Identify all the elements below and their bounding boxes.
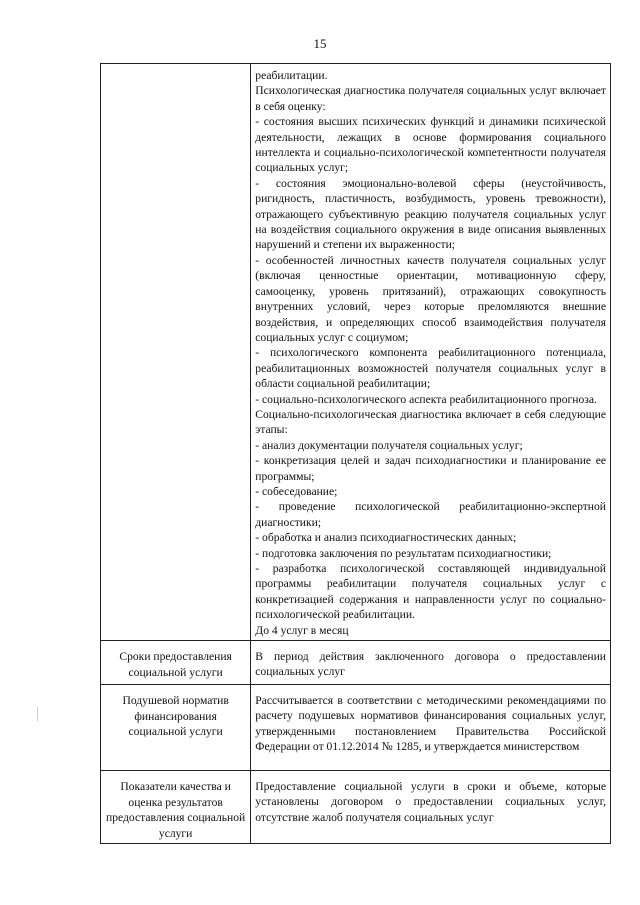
paragraph: - конкретизация целей и задач психодиагностики и планирование ее программы; (255, 454, 606, 483)
paragraph: Психологическая диагностика получателя социальных услуг включает в себя оценку: (255, 84, 606, 113)
row-content-funding (251, 685, 611, 771)
paragraph: - особенностей личностных качеств получателя социальных услуг (включая ценностные ориентации, мотивационную сферу, самооценку, уровень притязаний), отражающих совокупность внутренних условий, через которые преломляются внешние воздействия, и определяющих способ взаимодействия получателя социальных услуг с социумом; (255, 253, 606, 344)
row-content-terms (251, 641, 611, 685)
page-number: 15 (313, 36, 327, 51)
paragraph: Социально-психологическая диагностика включает в себя следующие этапы: (255, 407, 606, 437)
table-row (101, 771, 611, 844)
scan-margin-mark (37, 707, 38, 721)
paragraph: Предоставление социальной услуги в сроки и объеме, которые установлены договором о предоставлении социальных услуг, отсутствие жалоб получателя социальных услуг (255, 780, 606, 824)
row-label-quality: Показатели качества и оценка результатов предоставления социальной услуги (101, 771, 251, 844)
paragraph: - собеседование; (255, 484, 338, 498)
paragraph: реабилитации. (255, 69, 328, 82)
paragraph: - разработка психологической составляющей индивидуальной программы реабилитации получателя социальных услуг с конкретизацией содержания и направленности услуг по социально-психологической реабилитации. (255, 562, 606, 622)
table-row (101, 641, 611, 685)
paragraph: - состояния эмоционально-волевой сферы (неустойчивость, ригидность, пластичность, возбудимость, уровень тревожности), отражающего субъективную реакцию получателя социальных услуг на воздействия социального окружения в виде описания выявленных нарушений и степени их выраженности; (255, 176, 606, 252)
paragraph: - состояния высших психических функций и динамики психической деятельности, лежащих в основе формирования социального интеллекта и социально-психологической компетентности получателя социальных услуг; (255, 115, 606, 175)
paragraph: - психологического компонента реабилитационного потенциала, реабилитационных возможностей получателя социальных услуг в области социальной реабилитации; (255, 346, 606, 391)
row-label-funding: Подушевой норматив финансирования социальной услуги (101, 685, 251, 771)
paragraph: - анализ документации получателя социальных услуг; (255, 438, 523, 452)
paragraph: - социально-психологического аспекта реабилитационного прогноза. (255, 392, 597, 406)
paragraph: До 4 услуг в месяц (255, 623, 349, 637)
row-label-empty (101, 64, 251, 641)
table-row (101, 685, 611, 771)
row-content-diagnostics (251, 64, 611, 641)
row-content-quality (251, 771, 611, 844)
row-label-terms: Сроки предоставления социальной услуги (101, 641, 251, 685)
paragraph: - подготовка заключения по результатам психодиагностики; (255, 546, 552, 560)
paragraph: Рассчитывается в соответствии с методическими рекомендациями по расчету подушевых нормативов финансирования социальных услуг, утвержденными постановлением Правительства Российской Федерации от 01.12.2014 № 1285, и утверждается министерством (255, 694, 606, 754)
paragraph: - проведение психологической реабилитационно-экспертной диагностики; (255, 500, 606, 529)
paragraph: - обработка и анализ психодиагностических данных; (255, 531, 517, 545)
paragraph: В период действия заключенного договора о предоставлении социальных услуг (255, 650, 606, 679)
service-standard-table (100, 63, 611, 844)
table-row (101, 64, 611, 641)
